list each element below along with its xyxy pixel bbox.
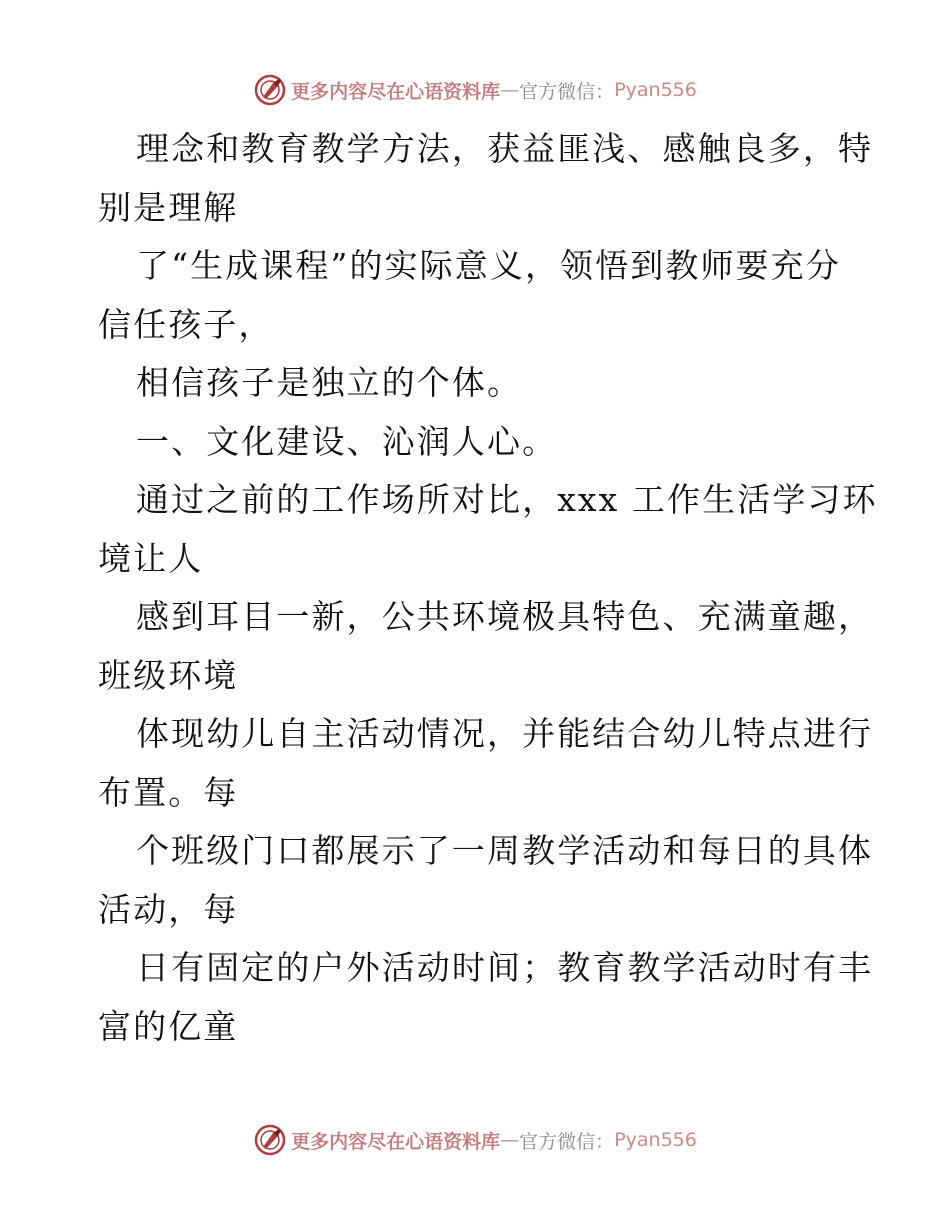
watermark-wechat-id: Pyan556 xyxy=(614,79,697,101)
body-line: 感到耳目一新，公共环境极具特色、充满童趣， xyxy=(136,597,874,636)
body-line: 体现幼儿自主活动情况，并能结合幼儿特点进行 xyxy=(136,714,874,753)
watermark-separator: — xyxy=(500,79,520,101)
body-line: 别是理解 xyxy=(98,187,239,227)
section-heading: 一、文化建设、沁润人心。 xyxy=(136,421,558,461)
pen-nib-logo-icon xyxy=(253,73,287,107)
watermark-wechat-id: Pyan556 xyxy=(614,1129,697,1151)
body-line: 通过之前的工作场所对比，xxx 工作生活学习环 xyxy=(136,480,878,519)
footer-watermark xyxy=(0,1120,950,1160)
watermark-main-text: 更多内容尽在心语资料库 xyxy=(291,80,501,103)
body-line: 个班级门口都展示了一周教学活动和每日的具体 xyxy=(136,831,874,870)
pen-nib-logo-icon xyxy=(253,1123,287,1157)
body-line: 布置。每 xyxy=(98,772,239,812)
header-watermark xyxy=(0,70,950,110)
body-line: 信任孩子， xyxy=(98,304,274,344)
body-line: 了“生成课程”的实际意义，领悟到教师要充分 xyxy=(136,246,841,285)
body-line: 富的亿童 xyxy=(98,1006,239,1046)
body-line: 班级环境 xyxy=(98,655,239,695)
watermark-sub-text: 官方微信： xyxy=(519,1130,615,1153)
watermark-main-text: 更多内容尽在心语资料库 xyxy=(291,1130,501,1153)
watermark-separator: — xyxy=(500,1129,520,1151)
watermark-sub-text: 官方微信： xyxy=(519,80,615,103)
body-line: 境让人 xyxy=(98,538,204,578)
body-line: 理念和教育教学方法，获益匪浅、感触良多，特 xyxy=(136,129,874,168)
document-body xyxy=(98,120,878,1056)
body-line: 日有固定的户外活动时间；教育教学活动时有丰 xyxy=(136,948,874,987)
body-line: 活动，每 xyxy=(98,889,239,929)
body-line: 相信孩子是独立的个体。 xyxy=(136,363,523,402)
